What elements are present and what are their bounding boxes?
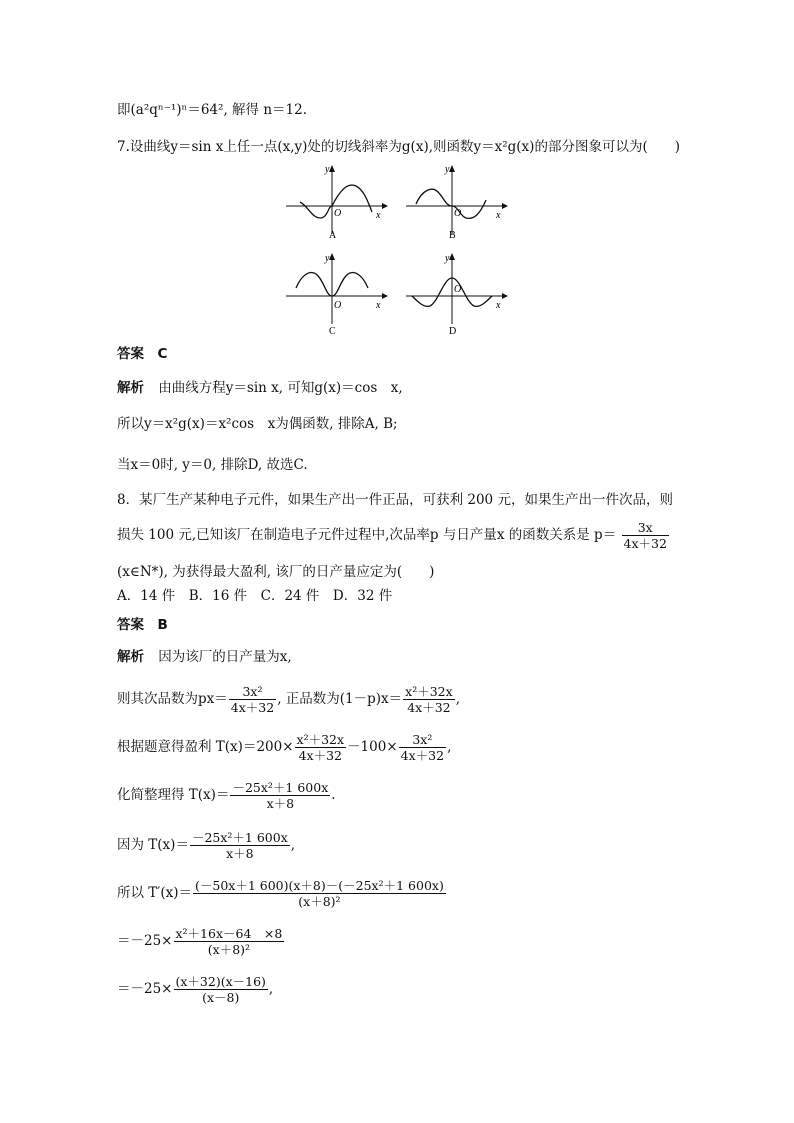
graph-d-x-label: x: [496, 300, 501, 311]
fraction-denominator: 4x＋32: [230, 700, 275, 715]
fraction-denominator: x＋8: [266, 796, 295, 811]
graph-b-label: B: [449, 230, 456, 241]
fraction-denominator: 4x＋32: [298, 748, 342, 763]
defect-rate-fraction: [622, 520, 669, 551]
question-7: 7.设曲线y＝sin x上任一点(x,y)处的切线斜率为g(x),则函数y＝x²g(x)的部分图象可以为( ): [117, 139, 680, 155]
fraction: [174, 926, 285, 957]
fraction-numerator: x²＋16x－64 ×8: [175, 926, 283, 941]
fraction-numerator: (x＋32)(x－16): [175, 974, 266, 989]
fraction-denominator: (x＋8)²: [298, 894, 341, 909]
solution-label: 解析: [117, 380, 144, 396]
solution-8-line-2: [117, 684, 460, 715]
text: ＝－25×: [117, 933, 173, 949]
fraction-numerator: x²＋32x: [405, 684, 453, 699]
graph-b-x-label: x: [496, 210, 501, 221]
graph-option-c: [282, 252, 392, 338]
graph-c-y-label: y: [325, 253, 330, 264]
solution-8-line-7: [117, 926, 285, 957]
solution-8-line-6: [117, 878, 447, 909]
question-7-graphs: [282, 160, 512, 340]
solution-7-line-1: [117, 378, 403, 398]
solution-8-line-4: [117, 780, 336, 811]
solution-8-line-8: [117, 974, 273, 1005]
fraction: [230, 780, 330, 811]
fraction: [403, 684, 455, 715]
text: 根据题意得盈利 T(x)＝200×: [117, 739, 294, 755]
fraction-numerator: 3x²: [399, 732, 446, 748]
text: －100×: [347, 739, 398, 755]
fraction-denominator: (x＋8)²: [207, 942, 251, 957]
graph-option-a: [282, 160, 392, 240]
graph-a-x-label: x: [376, 210, 381, 221]
question-8-line-3: (x∈N*), 为获得最大盈利, 该厂的日产量应定为( ): [117, 564, 435, 580]
fraction-numerator: －25x²＋1 600x: [232, 780, 329, 795]
solution-8-text-1: 因为该厂的日产量为x,: [158, 649, 292, 665]
text: 因为 T(x)＝: [117, 837, 189, 853]
previous-answer-line: 即(a²qⁿ⁻¹)ⁿ＝64², 解得 n＝12.: [117, 102, 307, 118]
fraction-numerator: －25x²＋1 600x: [191, 830, 288, 845]
solution-7-line-2: 所以y＝x²g(x)＝x²cos x为偶函数, 排除A, B;: [117, 416, 398, 432]
fraction-denominator: 4x＋32: [407, 700, 451, 715]
graph-d-origin: O: [454, 284, 462, 295]
question-8-text-2: 损失 100 元,已知该厂在制造电子元件过程中,次品率p 与日产量x 的函数关系是 p＝: [117, 527, 617, 543]
graph-a-label: A: [329, 230, 337, 241]
solution-8-line-5: [117, 830, 295, 861]
text: ,: [268, 981, 274, 997]
text: .: [331, 787, 336, 803]
fraction-denominator: 4x＋32: [623, 536, 667, 551]
graph-b-y-label: y: [445, 164, 450, 175]
graph-option-d: [402, 252, 512, 338]
solution-label: 解析: [117, 649, 144, 665]
text: 所以 T′(x)＝: [117, 885, 193, 901]
question-8-options: A．14 件 B．16 件 C．24 件 D．32 件: [117, 588, 393, 604]
question-8-line-2: [117, 520, 670, 551]
text: ＝－25×: [117, 981, 173, 997]
solution-8-line-1: [117, 647, 292, 667]
text: ,: [455, 691, 460, 707]
text: 化简整理得 T(x)＝: [117, 787, 230, 803]
text: ,: [290, 837, 296, 853]
fraction: [229, 684, 276, 715]
fraction-denominator: 4x＋32: [400, 748, 445, 763]
question-8-line-1: 8．某厂生产某种电子元件，如果生产出一件正品，可获利 200 元，如果生产出一件次品，则: [117, 492, 673, 508]
solution-7-text-1: 由曲线方程y＝sin x, 可知g(x)＝cos x,: [158, 380, 403, 396]
graph-d-label: D: [449, 326, 457, 337]
fraction-denominator: x＋8: [226, 846, 254, 861]
graph-option-b: [402, 160, 512, 240]
graph-a-origin: O: [334, 208, 342, 219]
text: , 正品数为(1－p)x＝: [277, 691, 403, 707]
solution-8-line-3: [117, 732, 451, 763]
fraction-numerator: (－50x＋1 600)(x＋8)－(－25x²＋1 600x): [195, 878, 444, 893]
fraction: [193, 878, 446, 909]
fraction-numerator: x²＋32x: [296, 732, 345, 747]
text: 则其次品数为px＝: [117, 691, 228, 707]
graph-d-y-label: y: [445, 253, 450, 264]
text: ,: [447, 739, 452, 755]
graph-b-origin: O: [454, 208, 462, 219]
graph-c-label: C: [329, 326, 336, 337]
fraction-denominator: (x－8): [202, 990, 240, 1005]
fraction: [295, 732, 347, 763]
fraction: [399, 732, 446, 763]
answer-8: 答案 B: [117, 617, 168, 633]
fraction: [190, 830, 290, 861]
graph-c-origin: O: [334, 300, 342, 311]
fraction-numerator: 3x²: [229, 684, 276, 700]
graph-c-x-label: x: [376, 300, 381, 311]
answer-7: 答案 C: [117, 346, 168, 362]
graph-a-y-label: y: [325, 164, 330, 175]
solution-7-line-3: 当x＝0时, y＝0, 排除D, 故选C.: [117, 457, 308, 473]
fraction: [174, 974, 268, 1005]
fraction-numerator: 3x: [622, 520, 669, 536]
